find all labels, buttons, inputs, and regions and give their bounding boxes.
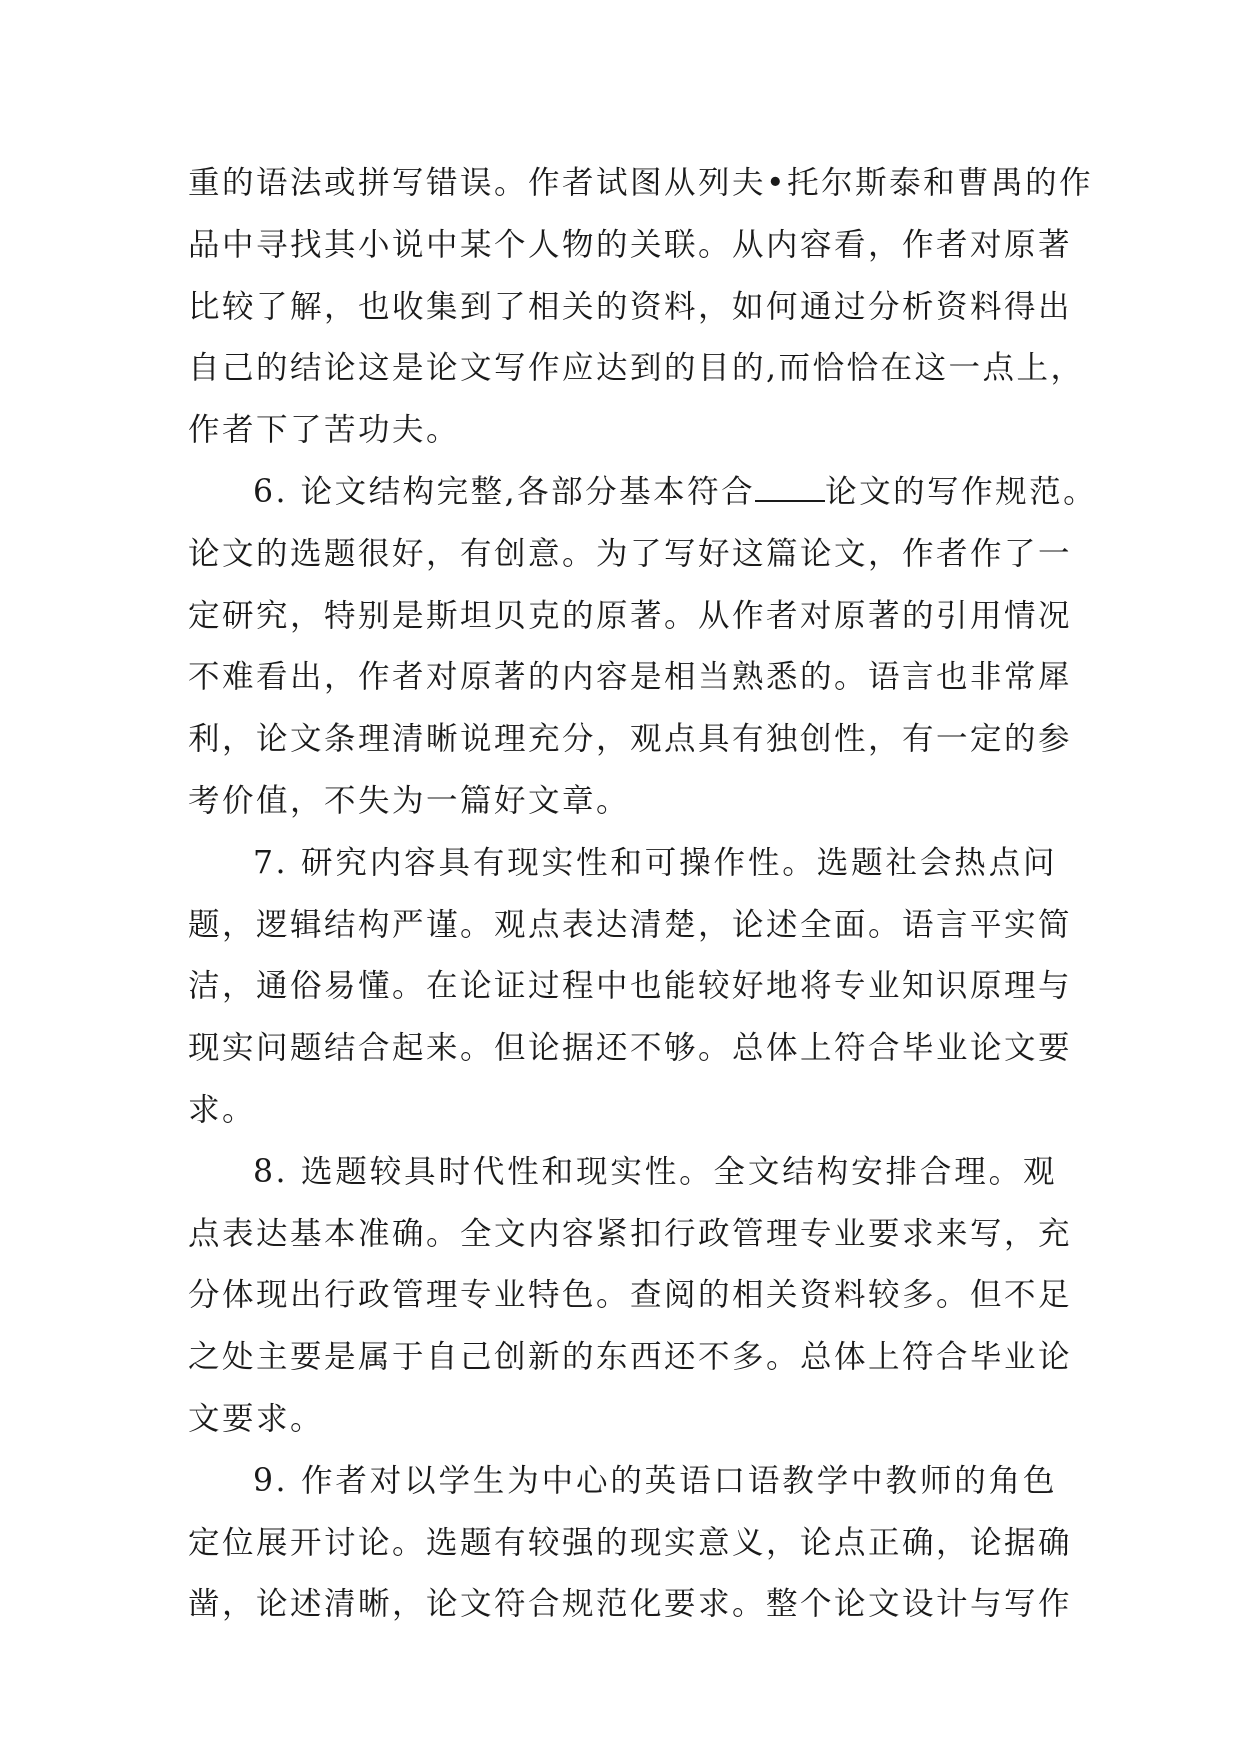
text-line: 考价值，不失为一篇好文章。 bbox=[188, 782, 631, 819]
text-line: 文要求。 bbox=[188, 1400, 325, 1437]
text-line: 8. 选题较具时代性和现实性。全文结构安排合理。观 bbox=[253, 1153, 1057, 1190]
paragraph-item-8 bbox=[188, 1142, 1073, 1451]
text-line: 作者下了苦功夫。 bbox=[188, 412, 461, 449]
text-line: 之处主要是属于自己创新的东西还不多。总体上符合毕业论 bbox=[188, 1339, 1073, 1376]
item-6-trail: 论文的写作规范。 bbox=[825, 473, 1098, 510]
text-line-with-blank bbox=[188, 462, 1098, 524]
text-line: 不难看出，作者对原著的内容是相当熟悉的。语言也非常犀 bbox=[188, 659, 1073, 696]
paragraph-continuation bbox=[188, 153, 1094, 462]
text-line: 重的语法或拼写错误。作者试图从列夫•托尔斯泰和曹禺的作 bbox=[188, 165, 1094, 201]
item-6-lead: 6. 论文结构完整,各部分基本符合 bbox=[253, 473, 756, 510]
paragraph-item-6 bbox=[188, 462, 1098, 833]
text-line: 分体现出行政管理专业特色。查阅的相关资料较多。但不足 bbox=[188, 1277, 1073, 1314]
fill-in-blank bbox=[755, 472, 825, 502]
text-line: 自己的结论这是论文写作应达到的目的,而恰恰在这一点上， bbox=[188, 350, 1085, 387]
paragraph-item-7 bbox=[188, 833, 1073, 1142]
text-line: 现实问题结合起来。但论据还不够。总体上符合毕业论文要 bbox=[188, 1030, 1073, 1067]
text-line: 9. 作者对以学生为中心的英语口语教学中教师的角色 bbox=[253, 1462, 1057, 1499]
text-line: 题，逻辑结构严谨。观点表达清楚，论述全面。语言平实简 bbox=[188, 906, 1073, 943]
text-line: 定研究，特别是斯坦贝克的原著。从作者对原著的引用情况 bbox=[188, 597, 1073, 634]
text-line: 定位展开讨论。选题有较强的现实意义，论点正确，论据确 bbox=[188, 1524, 1073, 1561]
text-line: 比较了解，也收集到了相关的资料，如何通过分析资料得出 bbox=[188, 288, 1073, 325]
text-line: 7. 研究内容具有现实性和可操作性。选题社会热点问 bbox=[253, 844, 1057, 881]
paragraph-item-9 bbox=[188, 1451, 1073, 1636]
text-line: 求。 bbox=[188, 1091, 257, 1128]
text-line: 点表达基本准确。全文内容紧扣行政管理专业要求来写，充 bbox=[188, 1215, 1073, 1252]
text-line: 品中寻找其小说中某个人物的关联。从内容看，作者对原著 bbox=[188, 226, 1073, 263]
document-body bbox=[188, 153, 1098, 1636]
text-line: 洁，通俗易懂。在论证过程中也能较好地将专业知识原理与 bbox=[188, 968, 1073, 1005]
text-line: 凿，论述清晰，论文符合规范化要求。整个论文设计与写作 bbox=[188, 1586, 1073, 1623]
text-line: 利，论文条理清晰说理充分，观点具有独创性，有一定的参 bbox=[188, 721, 1073, 758]
text-line: 论文的选题很好，有创意。为了写好这篇论文，作者作了一 bbox=[188, 535, 1073, 572]
